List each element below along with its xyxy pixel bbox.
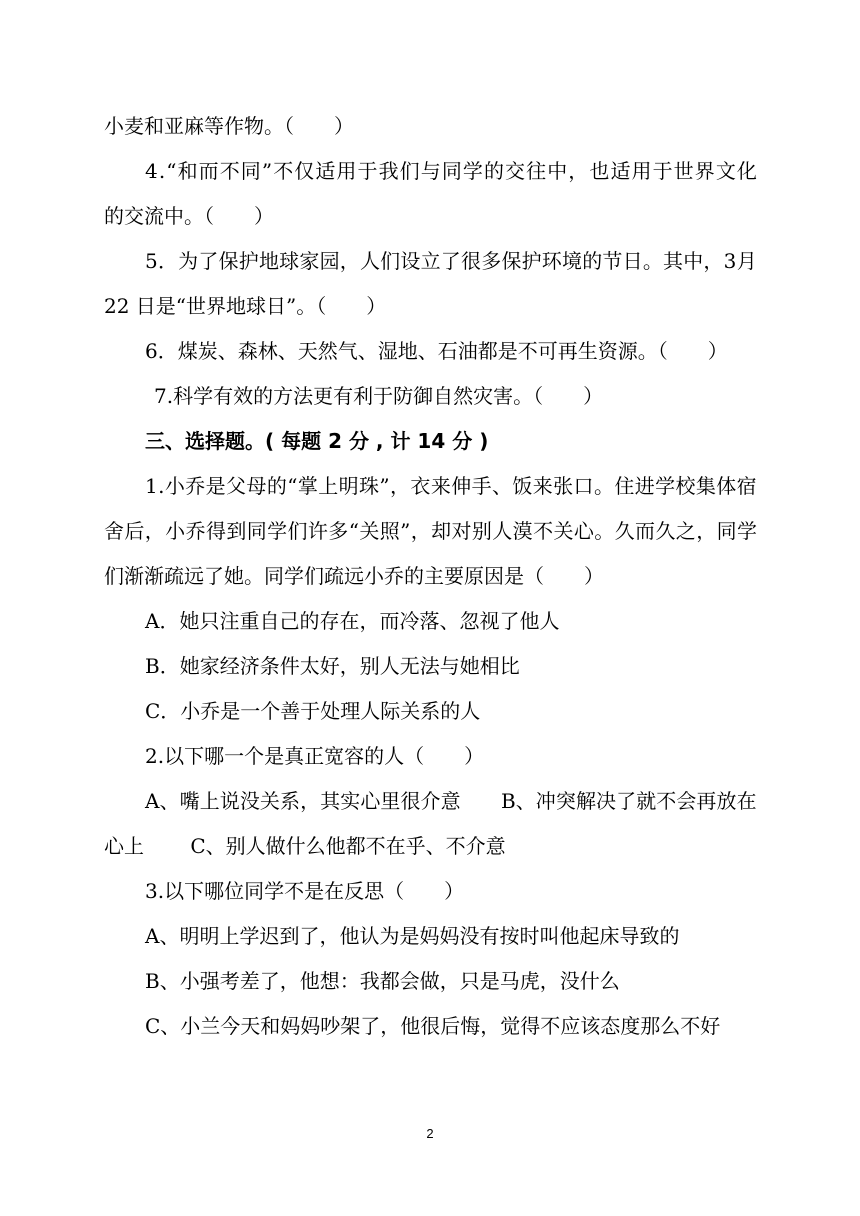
choice-q1-line-2: 舍 后 ， 小 乔 得 到 同 学 们 许 多 “ 关 照 ” ， 却 对 别 人 漠 不 关 心 。 久 而 久 之 ， 同 学 [104,519,757,543]
question-6: 6．煤炭、森林、天然气、湿地、石油都是不可再生资源。（ ） [145,339,728,363]
question-4-line-2: 的交流中。（ ） [104,204,274,228]
question-7: 7.科学有效的方法更有利于防御自然灾害。（ ） [154,384,604,408]
page-number: 2 [426,1126,434,1141]
choice-q3: 3.以下哪位同学不是在反思（ ） [145,879,465,903]
choice-q1-line-1: 1 . 小 乔 是 父 母 的 “ 掌 上 明 珠 ” ， 衣 来 伸 手 、 饭 来 张 口 。 住 进 学 校 集 体 宿 [145,474,757,498]
choice-q3-option-b: B、小强考差了，他想：我都会做，只是马虎，没什么 [145,969,620,993]
question-4-line-1: 4 . “ 和 而 不 同 ” 不 仅 适 用 于 我 们 与 同 学 的 交 往 中 ， 也 适 用 于 世 界 文 化 [145,159,757,183]
section-heading: 三、选择题。( 每题 2 分 , 计 14 分 ) [145,429,489,453]
choice-q1-line-3: 们渐渐疏远了她。同学们疏远小乔的主要原因是（ ） [104,564,604,588]
question-5-line-2: 22 日是“世界地球日”。（ ） [104,294,387,318]
choice-q1-option-c: C．小乔是一个善于处理人际关系的人 [145,699,481,723]
choice-q3-option-a: A、明明上学迟到了，他认为是妈妈没有按时叫他起床导致的 [145,924,680,948]
choice-q2-options-line-1: A 、 嘴 上 说 没 关 系 ， 其 实 心 里 很 介 意 B 、 冲 突 解 决 了 就 不 会 再 放 在 [145,789,757,813]
choice-q1-option-b: B．她家经济条件太好，别人无法与她相比 [145,654,520,678]
text-line: 小麦和亚麻等作物。（ ） [104,114,354,138]
question-5-line-1: 5 ． 为 了 保 护 地 球 家 园 ， 人 们 设 立 了 很 多 保 护 环 境 的 节 日 。 其 中 ， 3 月 [145,249,757,273]
choice-q2: 2.以下哪一个是真正宽容的人（ ） [145,744,485,768]
choice-q2-options-line-2: 心上 C、别人做什么他都不在乎、不介意 [104,834,506,858]
choice-q1-option-a: A．她只注重自己的存在，而冷落、忽视了他人 [145,609,560,633]
choice-q3-option-c: C、小兰今天和妈妈吵架了，他很后悔，觉得不应该态度那么不好 [145,1014,721,1038]
